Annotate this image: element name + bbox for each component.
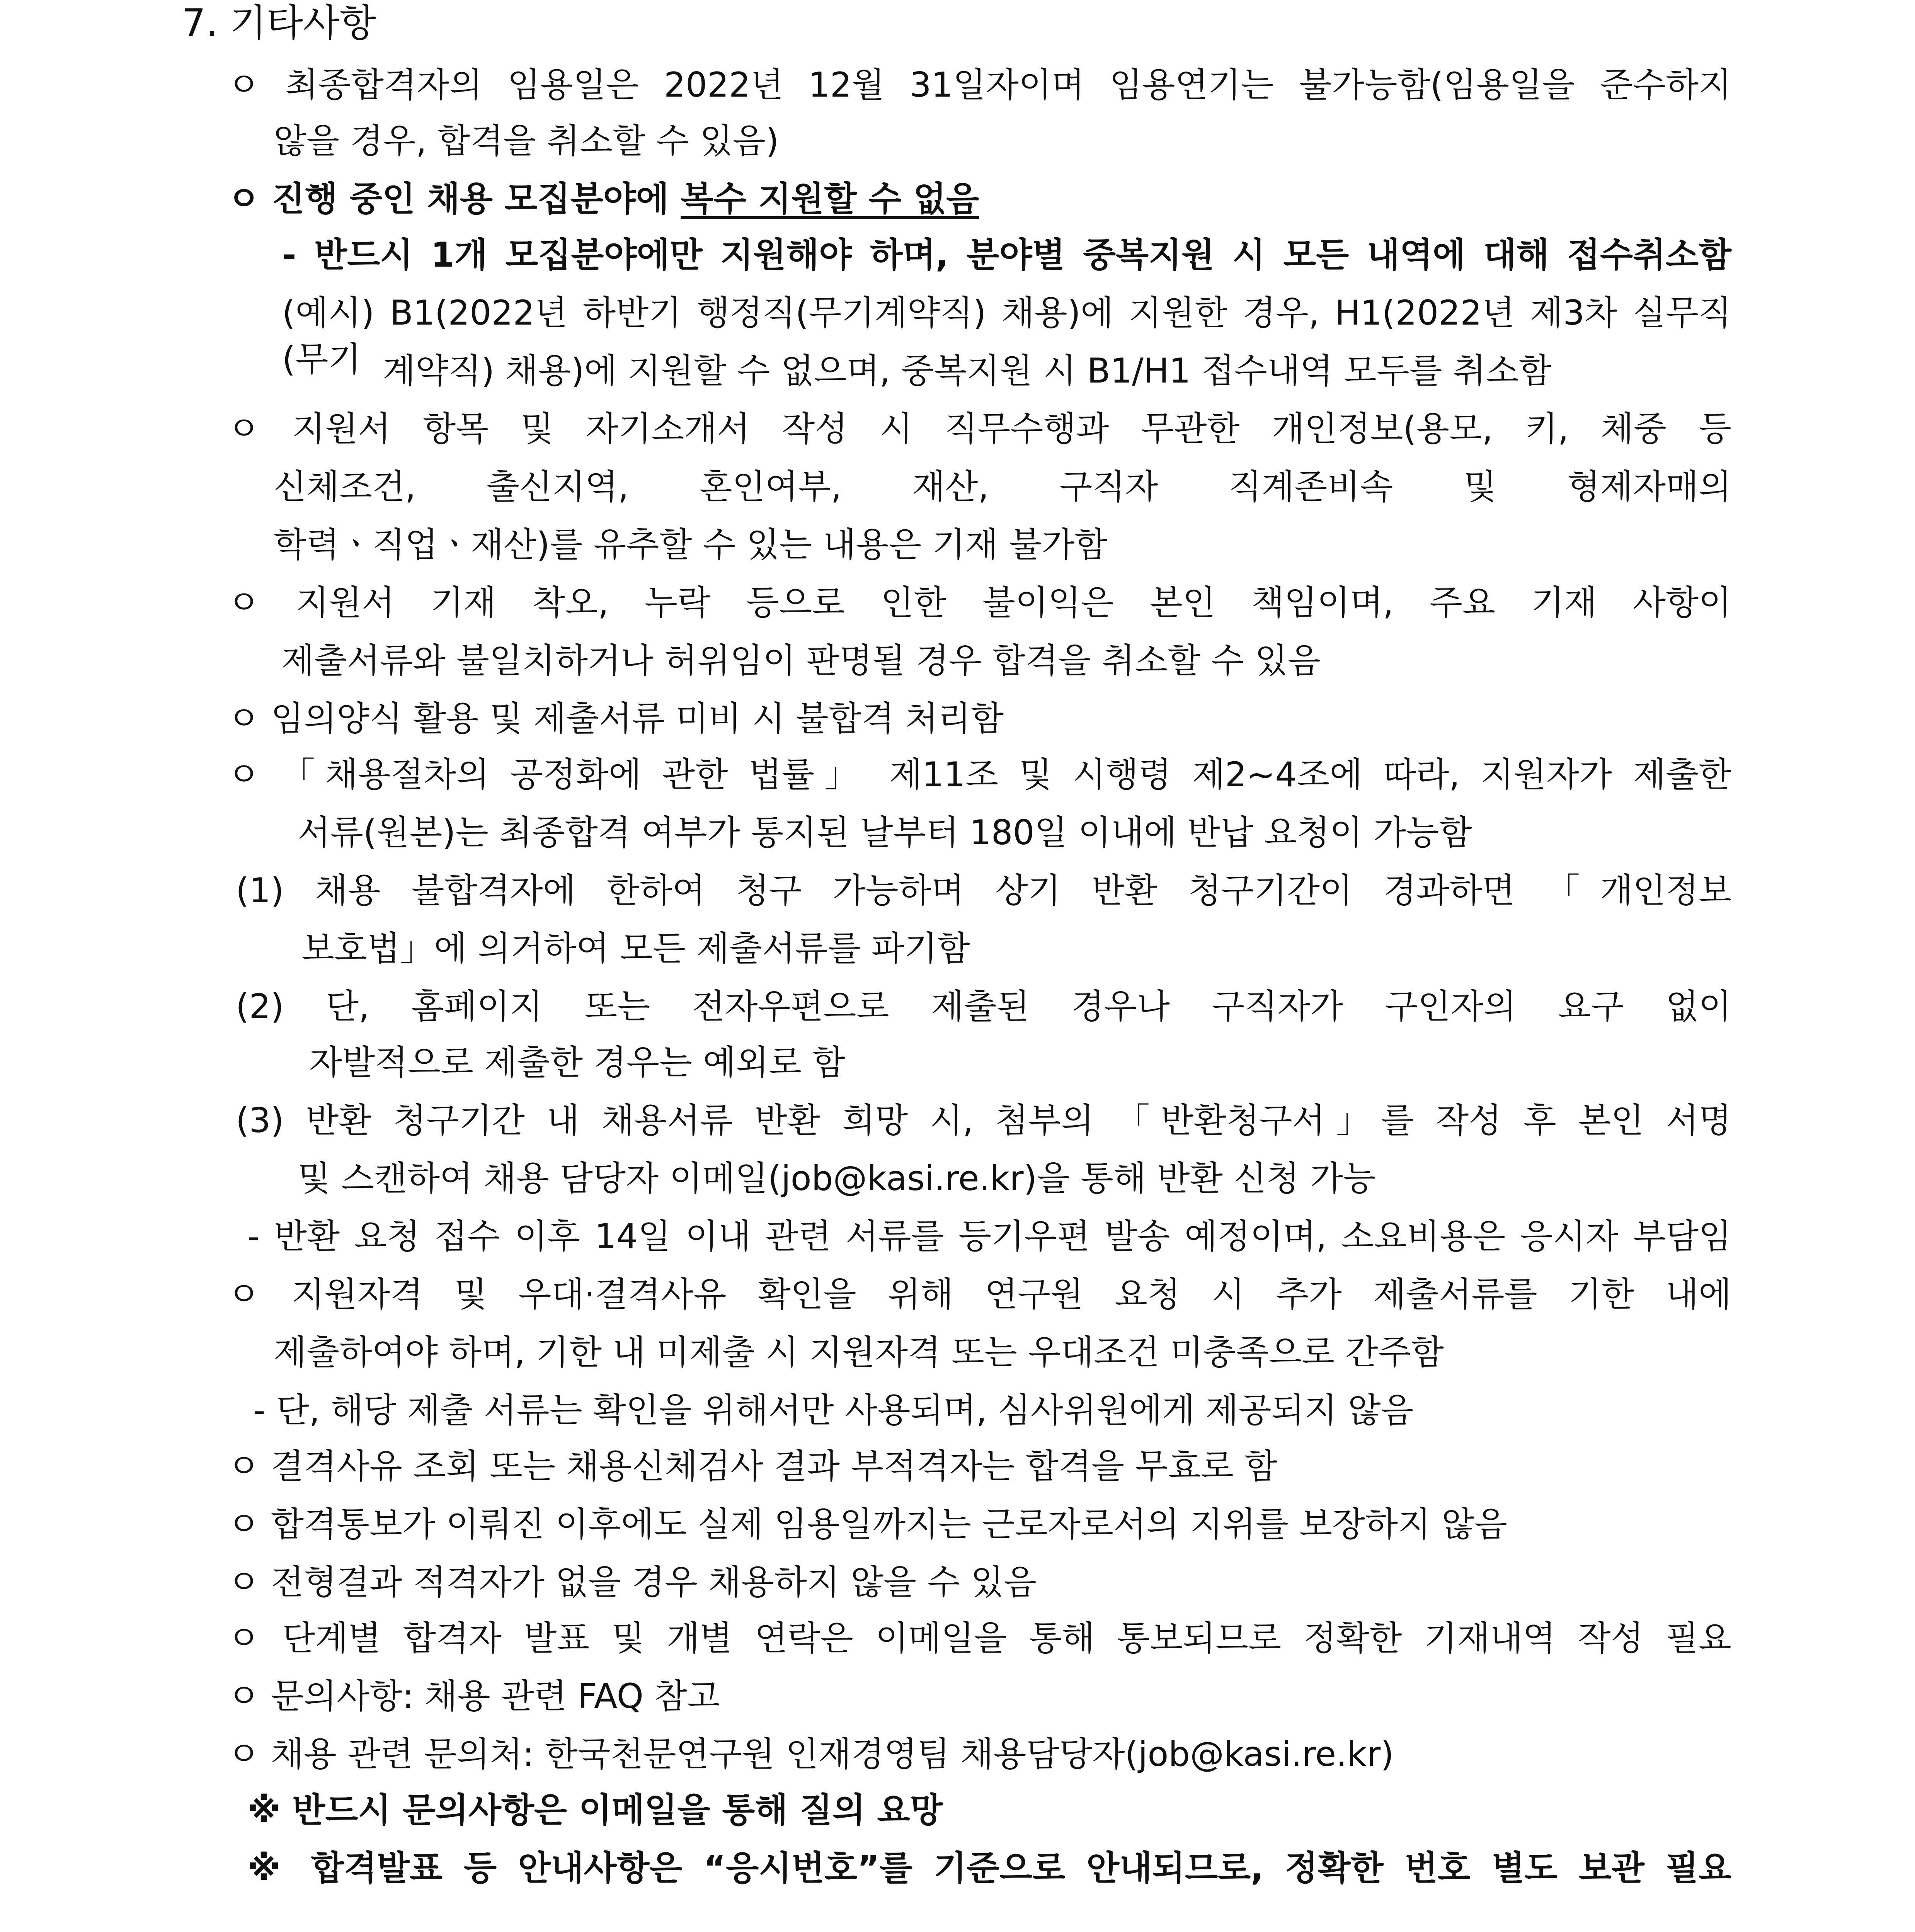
item-form-requirement: ㅇ 임의양식 활용 및 제출서류 미비 시 불합격 처리함: [227, 699, 1004, 738]
item-return-1: (1) 채용 불합격자에 한하여 청구 가능하며 상기 반환 청구기간이 경과하면 「개인정보: [236, 871, 1731, 910]
item-document-return: ㅇ 「채용절차의 공정화에 관한 법률」 제11조 및 시행령 제2~4조에 따라, 지원자가 제출한: [227, 755, 1731, 794]
item-faq: ㅇ 문의사항: 채용 관련 FAQ 참고: [227, 1676, 720, 1716]
item-example: (예시) B1(2022년 하반기 행정직(무기계약직) 채용)에 지원한 경우, H1(2022년 제3차 실무직(무기: [282, 293, 1731, 379]
item-return-3: (3) 반환 청구기간 내 채용서류 반환 희망 시, 첨부의 「반환청구서」를 작성 후 본인 서명: [236, 1100, 1731, 1140]
item-appointment-date-cont: 않을 경우, 합격을 취소할 수 있음): [274, 121, 779, 161]
item-no-duplicate-emphasis: 복수 지원할 수 없음: [681, 179, 979, 219]
item-applicant-responsibility: ㅇ 지원서 기재 착오, 누락 등으로 인한 불이익은 본인 책임이며, 주요 기재 사항이: [227, 583, 1732, 622]
note-applicant-number: ※ 합격발표 등 안내사항은 “응시번호”를 기준으로 안내되므로, 정확한 번호 별도 보관 필요: [247, 1848, 1731, 1888]
item-applicant-responsibility-cont: 제출서류와 불일치하거나 허위임이 판명될 경우 합격을 취소할 수 있음: [281, 641, 1321, 680]
item-email-notice: ㅇ 단계별 합격자 발표 및 개별 연락은 이메일을 통해 통보되므로 정확한 기재내역 작성 필요: [227, 1618, 1731, 1658]
item-extra-documents-note: - 단, 해당 제출 서류는 확인을 위해서만 사용되며, 심사위원에게 제공되지 않음: [253, 1390, 1414, 1430]
item-return-2: (2) 단, 홈페이지 또는 전자우편으로 제출된 경우나 구직자가 구인자의 요구 없이: [236, 986, 1731, 1026]
item-no-duplicate-lead: ㅇ 진행 중인 채용 모집분야에: [227, 179, 669, 219]
item-return-3-cont: 및 스캔하여 채용 담당자 이메일(job@kasi.re.kr)을 통해 반환 신청 가능: [298, 1158, 1376, 1198]
item-no-duplicate-detail: - 반드시 1개 모집분야에만 지원해야 하며, 분야별 중복지원 시 모든 내역에 대해 접수취소함: [282, 235, 1731, 275]
item-appointment-date: ㅇ 최종합격자의 임용일은 2022년 12월 31일자이며 임용연기는 불가능함(임용일을 준수하지: [227, 65, 1731, 105]
item-status-not-guaranteed: ㅇ 합격통보가 이뤄진 이후에도 실제 임용일까지는 근로자로서의 지위를 보장하지 않음: [227, 1504, 1508, 1544]
item-personal-info: ㅇ 지원서 항목 및 자기소개서 작성 시 직무수행과 무관한 개인정보(용모, 키, 체중 등: [227, 409, 1731, 449]
item-disqualification: ㅇ 결격사유 조회 또는 채용신체검사 결과 부적격자는 합격을 무효로 함: [227, 1446, 1277, 1486]
item-personal-info-cont1: 신체조건, 출신지역, 혼인여부, 재산, 구직자 직계존비속 및 형제자매의: [274, 467, 1731, 507]
item-no-qualified: ㅇ 전형결과 적격자가 없을 경우 채용하지 않을 수 있음: [227, 1562, 1037, 1602]
section-title: 7. 기타사항: [182, 1, 376, 45]
item-example-cont: 계약직) 채용)에 지원할 수 없으며, 중복지원 시 B1/H1 접수내역 모두를 취소함: [383, 351, 1552, 391]
note-email-inquiry: ※ 반드시 문의사항은 이메일을 통해 질의 요망: [247, 1790, 943, 1830]
item-return-1-cont: 보호법」에 의거하여 모든 제출서류를 파기함: [301, 929, 970, 968]
item-return-shipping: - 반환 요청 접수 이후 14일 이내 관련 서류를 등기우편 발송 예정이며, 소요비용은 응시자 부담임: [247, 1216, 1731, 1256]
item-personal-info-cont2: 학력ㆍ직업ㆍ재산)를 유추할 수 있는 내용은 기재 불가함: [274, 525, 1108, 565]
item-contact: ㅇ 채용 관련 문의처: 한국천문연구원 인재경영팀 채용담당자(job@kasi.re.kr): [227, 1734, 1394, 1774]
item-document-return-cont: 서류(원본)는 최종합격 여부가 통지된 날부터 180일 이내에 반납 요청이 가능함: [298, 813, 1472, 852]
item-extra-documents: ㅇ 지원자격 및 우대·결격사유 확인을 위해 연구원 요청 시 추가 제출서류를 기한 내에: [227, 1274, 1731, 1314]
item-return-2-cont: 자발적으로 제출한 경우는 예외로 함: [309, 1043, 846, 1082]
item-extra-documents-cont: 제출하여야 하며, 기한 내 미제출 시 지원자격 또는 우대조건 미충족으로 간주함: [274, 1332, 1444, 1372]
item-no-duplicate: [227, 176, 979, 222]
